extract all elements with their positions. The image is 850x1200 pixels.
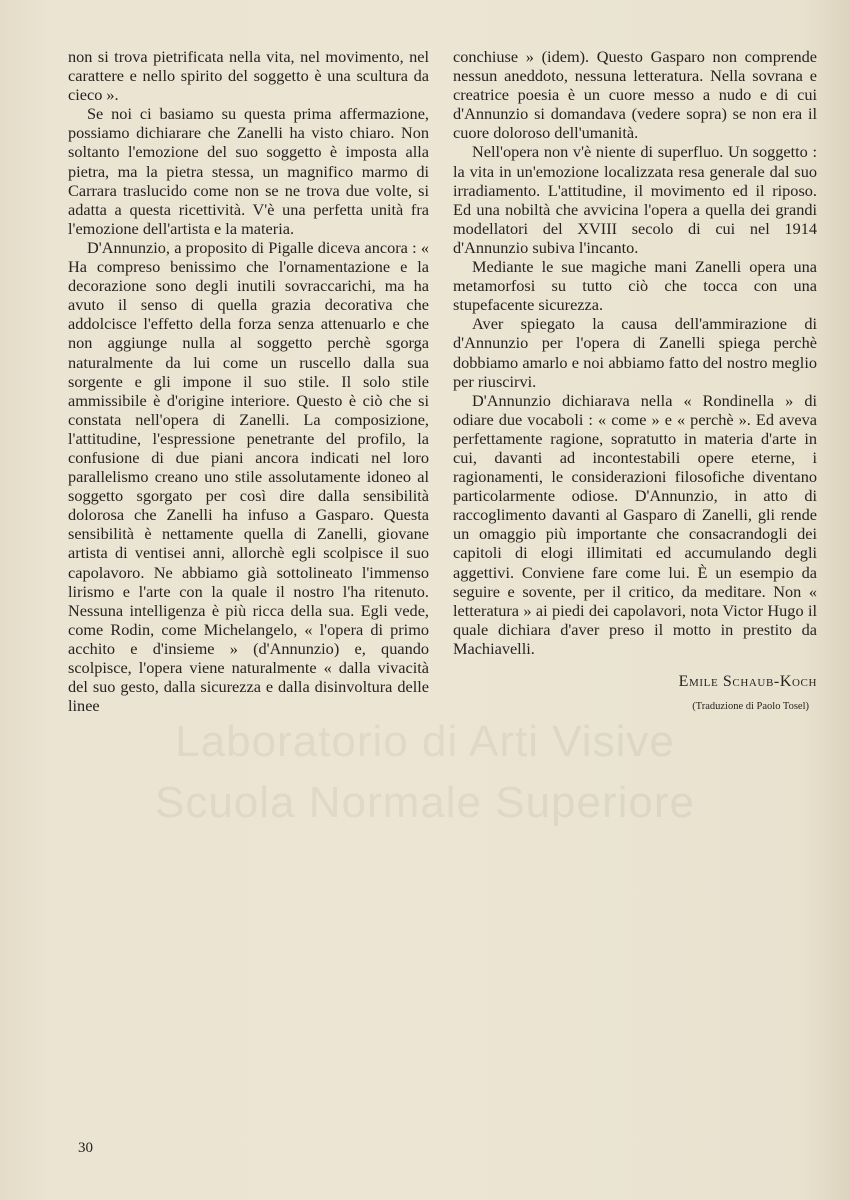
paragraph: Aver spiegato la causa dell'ammirazione di d'Annunzio per l'opera di Zanelli spiega perchè dobbiamo amarlo e noi abbiamo fatto del nostro meglio per riuscirvi. [453,314,817,391]
watermark-line-1: Laboratorio di Arti Visive [175,717,675,766]
paragraph: D'Annunzio, a proposito di Pigalle diceva ancora : « Ha compreso benissimo che l'ornamentazione e la decorazione sono degli inutili sovraccarichi, ma ha avuto il senso di quella grazia decorativa che addolcisce l'effetto della forza senza attenuarlo e che non aggiunge nulla al soggetto perchè sgorga naturalmente da lui come un ruscello dalla sua sorgente e gli impone il suo stile. Il solo stile ammissibile è d'origine interiore. Questo è ciò che si constata nell'opera di Zanelli. La composizione, l'attitudine, l'espressione penetrante del profilo, la confusione di due piani ancora indicati nel loro parallelismo creano uno stile assolutamente idoneo al soggetto sgorgato per così dire dalla sensibilità dolorosa che Zanelli ha infuso a Gasparo. Questa sensibilità è nettamente quella di Zanelli, giovane artista di ventisei anni, allorchè egli scolpisce il suo capolavoro. Ne abbiamo già sottolineato l'immenso lirismo e l'arte con la quale il nostro l'ha ritenuto. Nessuna intelligenza è più ricca della sua. Egli vede, come Rodin, come Michelangelo, « l'opera di primo acchito e d'insieme » (d'Annunzio) e, quando scolpisce, l'opera viene naturalmente « dalla vivacità del suo gesto, dalla sicurezza e dalla disinvoltura delle linee [68,237,429,716]
paragraph: Mediante le sue magiche mani Zanelli opera una metamorfosi su tutto ciò che tocca con una stupefacente sicurezza. [453,257,817,315]
paragraph: non si trova pietrificata nella vita, nel movimento, nel carattere e nello spirito del soggetto è una scultura da cieco ». [68,47,429,105]
translator-credit: (Traduzione di Paolo Tosel) [692,701,809,713]
page-number: 30 [78,1140,93,1156]
left-column [68,47,429,715]
watermark-line-2: Scuola Normale Superiore [154,778,696,827]
paragraph: Nell'opera non v'è niente di superfluo. Un soggetto : la vita in un'emozione localizzata resa generale dal suo irradiamento. L'attitudine, il movimento ed il riposo. Ed una nobiltà che avvicina l'opera a quella dei grandi modellatori del XVIII secolo di cui nel 1914 d'Annunzio subiva l'incanto. [453,142,817,257]
paragraph: D'Annunzio dichiarava nella « Rondinella » di odiare due vocaboli : « come » e « perchè ». Ed aveva perfettamente ragione, sopratutto in materia d'arte in cui, davanti ad incontestabili opere eterne, i ragionamenti, le considerazioni filosofiche diventano particolarmente odiose. D'Annunzio, in atto di raccoglimento davanti al Gasparo di Zanelli, gli rende un omaggio più importante che consacrandogli dei capitoli di elogi illimitati ed accumulando degli aggettivi. Conviene fare come lui. È un esempio da seguire e sovente, per il critico, da meditare. Non « letteratura » ai piedi dei capolavori, nota Victor Hugo il quale dichiara d'aver preso il motto in prestito da Machiavelli. [453,390,817,658]
paragraph: conchiuse » (idem). Questo Gasparo non comprende nessun aneddoto, nessuna letteratura. Nella sovrana e creatrice poesia è un cuore messo a nudo e di cui d'Annunzio si domandava (vedere sopra) se non era il cuore doloroso dell'umanità. [453,47,817,143]
right-column [453,47,817,716]
paragraph: Se noi ci basiamo su questa prima affermazione, possiamo dichiarare che Zanelli ha visto chiaro. Non soltanto l'emozione del suo soggetto è imposta alla pietra, ma la pietra stessa, un magnifico marmo di Carrara traslucido come non se ne trova due volte, si adatta a questa ricettività. V'è una perfetta unità fra l'emozione dell'artista e la materia. [68,104,429,238]
author-signature: Emile Schaub-Koch [678,673,817,690]
